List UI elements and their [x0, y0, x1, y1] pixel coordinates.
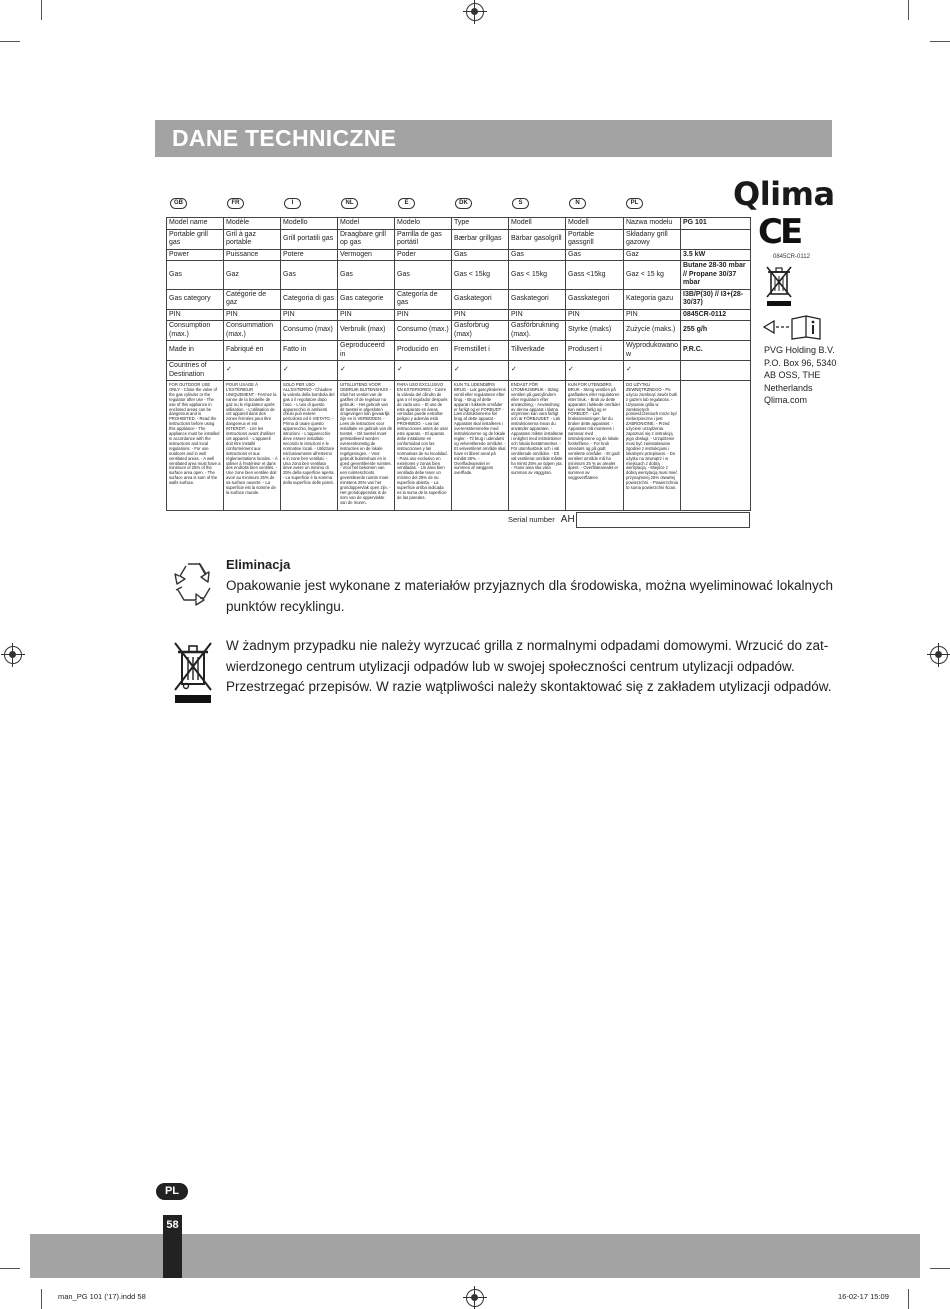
table-cell: ✓ [509, 361, 566, 381]
table-cell: Bärbar gasolgrill [509, 229, 566, 249]
lang-badge: PL [626, 198, 643, 209]
warning-cell: ENDAST FÖR UTOMHUSBRUK - Stäng ventilen på gascylindern eller regulatorn efter användning. - Användning av denna apparat i slutna utrymmen kan vara farligt och är FÖRBJUDET. - Läs instruktionerna innan du använder apparaten. - Apparaten måste installeras i enlighet med instruktioner och lokala bestämmelser. - För utomhusbruk och i väl ventilerade områden. - Ett väl ventilerat område måste ha minst 25% av öppen yta. - Ytans area ska vara summan av väggytan. [509, 381, 566, 511]
table-row [167, 361, 751, 381]
paragraph-line: wierdzonego centrum utylizacji odpadów lub w swojej społeczności centrum utylizacji odpadów. [226, 658, 795, 674]
table-cell: Gas [566, 249, 624, 261]
address-line: Netherlands [764, 382, 813, 393]
ce-code: 0845CR-0112 [773, 254, 810, 260]
table-cell: Gaskategori [509, 289, 566, 309]
manufacturer-address [764, 344, 836, 407]
table-cell: Nazwa modelu [624, 218, 681, 230]
page-title: DANE TECHNICZNE [172, 125, 397, 151]
table-row [167, 249, 751, 261]
paragraph-line: punktów recyklingu. [226, 598, 345, 614]
print-slug-date: 16-02-17 15:09 [838, 1292, 889, 1301]
warning-cell: DO UŻYTKU ZEWNĘTRZNEGO - Po użyciu zamknąć zawór butli z gazem lub regulatora. - Używanie grilla w zamkniętych pomieszczeniach może być niebezpieczne i jest ZABRONIONE. - Przed użyciem urządzenia zapoznać się z instrukcją jego obsługi. - Urządzenie musi być zainstalowane zgodnie z instrukcjami i lokalnymi przepisami. - Do użytku na zewnątrz i w miejscach z dobrą wentylacją. - Miejsce z dobrą wentylacją musi mieć przynajmniej 25% otwartej powierzchni. - Powierzchnia to suma powierzchni ścian. [624, 381, 681, 511]
table-cell: PIN [167, 309, 224, 321]
paragraph-line: Przestrzegać przepisów. W razie wątpliwości należy skontaktować się z zakładem utylizacji odpadów. [226, 679, 832, 694]
address-line: Qlima.com [764, 395, 808, 405]
table-cell: Type [452, 218, 509, 230]
table-cell: Consumo (max) [281, 321, 338, 341]
table-cell: Catégorie de gaz [224, 289, 281, 309]
table-cell: Gasforbrug (max) [452, 321, 509, 341]
table-cell: Modelo [395, 218, 452, 230]
page-number: 58 [166, 1219, 179, 1231]
table-row [167, 229, 751, 249]
table-row-warnings [167, 381, 751, 511]
crop-mark [0, 1268, 20, 1269]
crop-mark [41, 0, 42, 20]
disposal-title: Eliminacja [226, 557, 291, 572]
table-cell: Model [338, 218, 395, 230]
table-cell: Gaz [624, 249, 681, 261]
lang-badge: E [398, 198, 415, 209]
table-cell-value: P.R.C. [681, 341, 751, 361]
table-cell-value [681, 361, 751, 381]
table-cell: Gas [338, 261, 395, 290]
table-cell: Gas [395, 261, 452, 290]
serial-number-label-group [508, 514, 575, 525]
address-line: P.O. Box 96, 5340 [764, 357, 837, 368]
warning-cell: SOLO PER USO ALL'ESTERNO - Chiudere la valvola della bombola del gas o il regolatore dopo l'uso. - L'uso di questo apparecchio in ambienti chiusi può essere pericoloso ed è VIETATO. - Prima di usare questo apparecchio, leggere le istruzioni. - L'apparecchio deve essere installato secondo le istruzioni e le normative locali. - Utilizzare esclusivamente all'esterno e in zone ben ventilati. - Una zona ben ventilata deve avere un minimo di 25% della superficie aperta. - La superficie è la somma della superficie delle pareti. [281, 381, 338, 511]
warning-cell: PARA USO EXCLUSIVO EN EXTERIORES - Cierre la válvula del cilindro de gas o el regulador después de cada uso. - El uso de este aparato en áreas cerradas puede entrañar peligro y además está PROHIBIDO. - Lea las instrucciones antes de usar este aparato. - El aparato debe instalarse en conformidad con las instrucciones y las normativas de su localidad. - Para uso exclusivo en exteriores y zonas bien ventiladas. - Un área bien ventilada debe tener un mínimo del 25% de su superficie abierta. - La superficie arriba indicada es la suma de la superficie de las paredes. [395, 381, 452, 511]
crop-mark [908, 0, 909, 20]
table-cell: ✓ [281, 361, 338, 381]
table-cell: ✓ [338, 361, 395, 381]
table-row [167, 321, 751, 341]
print-slug-file: man_PG 101 ('17).indd 58 [58, 1292, 146, 1301]
table-cell: Bærbar grillgas [452, 229, 509, 249]
table-cell: PIN [624, 309, 681, 321]
registration-mark-icon [466, 1289, 484, 1307]
paragraph-line: W żadnym przypadku nie należy wyrzucać grilla z normalnymi odpadami domowymi. Wrzucić do zat- [226, 638, 829, 653]
table-cell: Fatto in [281, 341, 338, 361]
table-cell: Gas [452, 249, 509, 261]
table-cell: Składany grill gazowy [624, 229, 681, 249]
lang-badge: FR [227, 198, 244, 209]
table-cell: Gas < 15kg [509, 261, 566, 290]
table-cell-value: 255 g/h [681, 321, 751, 341]
table-cell-value: Butane 28-30 mbar // Propane 30/37 mbar [681, 261, 751, 290]
table-cell: Wyprodukowano w [624, 341, 681, 361]
table-cell: Made in [167, 341, 224, 361]
table-cell: PIN [281, 309, 338, 321]
language-row [168, 198, 668, 210]
table-cell-value: 3.5 kW [681, 249, 751, 261]
table-cell: Gaz [224, 261, 281, 290]
crop-mark [0, 41, 20, 42]
brand-logo: Qlima [733, 175, 835, 213]
table-row [167, 289, 751, 309]
table-cell: Produsert i [566, 341, 624, 361]
table-cell: Fabriqué en [224, 341, 281, 361]
language-badge: PL [156, 1183, 188, 1200]
table-cell: Gril à gaz portable [224, 229, 281, 249]
table-cell: Puissance [224, 249, 281, 261]
crop-mark [41, 1289, 42, 1309]
table-row [167, 341, 751, 361]
table-cell: Portable grill gas [167, 229, 224, 249]
ce-mark: CE [758, 212, 801, 252]
table-cell: Gasförbrukning (max). [509, 321, 566, 341]
table-cell: PIN [452, 309, 509, 321]
lang-badge: DK [455, 198, 472, 209]
table-cell: Tillverkade [509, 341, 566, 361]
table-cell-value: I3B/P(30) // I3+(28-30/37) [681, 289, 751, 309]
crop-mark [908, 1289, 909, 1309]
serial-prefix: AH [560, 514, 575, 525]
table-cell: Countries of Destination [167, 361, 224, 381]
table-row [167, 261, 751, 290]
table-cell: Categoría de gas [395, 289, 452, 309]
warning-cell: POUR USAGE À L'EXTÉRIEUR UNIQUEMENT - Fermez la vanne de la bouteille de gaz ou le régulateur après utilisation. - L'utilisation de cet appareil dans des zones fermées peut être dangereux et est INTERDIT. - Lire les instructions avant d'utiliser cet appareil. - L'appareil doit être installé conformément aux instructions et aux réglementations locales. - À utiliser à l'extérieur et dans des endroits bien ventilés. - Une zone bien ventilée doit avoir au minimum 25% de sa surface ouverte. - La superficie est la somme de la surface murale. [224, 381, 281, 511]
table-cell: PIN [566, 309, 624, 321]
table-cell: ✓ [566, 361, 624, 381]
table-cell: Gas [281, 261, 338, 290]
table-cell: Gasskategori [566, 289, 624, 309]
table-cell: Gass <15kg [566, 261, 624, 290]
weee-paragraph [226, 636, 836, 698]
registration-mark-icon [930, 646, 948, 664]
lang-badge: N [569, 198, 586, 209]
table-cell: Consumo (max.) [395, 321, 452, 341]
address-line: PVG Holding B.V. [764, 345, 835, 355]
table-row [167, 309, 751, 321]
table-cell: ✓ [624, 361, 681, 381]
table-cell: Gaskategori [452, 289, 509, 309]
warning-cell: UITSLUITEND VOOR GEBRUIK BUITENSHUIS - Sluit het ventiel van de gasfles of de regelaar na gebruik. - Het gebruik van dit toestel in afgesloten omgevingen kan gevaarlijk zijn en is VERBODEN. - Lees de instructies voor installatie en gebruik van dit toestel. - Dit toestel moet geïnstalleerd worden overeenkomstig de instructies en de lokale regelgevingen. - Voor gebruik buitenshuis en in goed geventileerde ruimtes. - Voor het bekomen van een ruimteschoots geventileerde ruimte moet minstens 25% van het grondoppervlak open zijn. - Het grondoppervlak is de som van de oppervlakte van de muren. [338, 381, 395, 511]
table-cell: Consummation (max.) [224, 321, 281, 341]
table-cell: Draagbare grill op gas [338, 229, 395, 249]
packaging-paragraph [226, 576, 836, 617]
table-cell: Consumption (max.) [167, 321, 224, 341]
table-cell-empty [681, 381, 751, 511]
page-number-tab [163, 1215, 182, 1278]
table-cell: PIN [395, 309, 452, 321]
table-cell: Gas categorie [338, 289, 395, 309]
table-cell: Power [167, 249, 224, 261]
table-cell: Styrke (maks) [566, 321, 624, 341]
table-cell: Poder [395, 249, 452, 261]
table-cell: PIN [509, 309, 566, 321]
table-cell: Kategoria gazu [624, 289, 681, 309]
table-cell-value: 0845CR-0112 [681, 309, 751, 321]
table-cell: Modello [281, 218, 338, 230]
lang-badge: S [512, 198, 529, 209]
crop-mark [930, 1268, 950, 1269]
serial-number-field[interactable] [576, 512, 750, 528]
table-row [167, 218, 751, 230]
table-cell: Gaz < 15 kg [624, 261, 681, 290]
table-cell-value: PG 101 [681, 218, 751, 230]
table-cell: Modell [509, 218, 566, 230]
table-cell: Model name [167, 218, 224, 230]
warning-cell: KUN TIL UDENDØRS BRUG - Luk gascylinderens ventil eller regulatoren efter brug. - Brug af dette apparat i lukkede områder er farligt og er FORBUDT - Læs instruktionerne før brug af dette apparat - Apparatet skal installeres i overensstemmelse med instruktionerne og de lokale regler. - Til brug i udendørs og velventilerede områder. - Et velventileret område skal have et åbent areal på mindst 25%. - Overfladearealet er summen af væggens overflade. [452, 381, 509, 511]
table-cell: Producido en [395, 341, 452, 361]
table-cell: Modèle [224, 218, 281, 230]
table-cell: Gas < 15kg [452, 261, 509, 290]
weee-bin-icon [764, 264, 794, 308]
serial-number-label: Serial number [508, 515, 555, 524]
technical-data-table [166, 217, 751, 511]
lang-badge: GB [170, 198, 187, 209]
table-cell: ✓ [224, 361, 281, 381]
table-cell: PIN [224, 309, 281, 321]
lang-badge: I [284, 198, 301, 209]
recycle-icon [172, 560, 216, 606]
registration-mark-icon [4, 646, 22, 664]
table-cell: Modell [566, 218, 624, 230]
table-cell: Parrilla de gas portátil [395, 229, 452, 249]
table-cell: Fremstillet i [452, 341, 509, 361]
table-cell: Gas [167, 261, 224, 290]
table-cell: Grill portatili gas [281, 229, 338, 249]
crop-mark [930, 41, 950, 42]
table-cell: Gas category [167, 289, 224, 309]
table-cell: Portable gassgrill [566, 229, 624, 249]
read-manual-icon [762, 314, 824, 340]
weee-bin-icon [173, 640, 213, 704]
table-cell: Categoria di gas [281, 289, 338, 309]
table-cell: Verbruik (max) [338, 321, 395, 341]
table-cell: ✓ [452, 361, 509, 381]
table-cell: Zużycie (maks.) [624, 321, 681, 341]
registration-mark-icon [466, 3, 484, 21]
table-cell: Geproduceerd in [338, 341, 395, 361]
table-cell: Potere [281, 249, 338, 261]
table-cell: ✓ [395, 361, 452, 381]
section-header [155, 120, 832, 157]
table-cell: Vermogen [338, 249, 395, 261]
table-cell: Gas [509, 249, 566, 261]
warning-cell: KUN FOR UTENDØRS BRUK - Steng ventilen på gasflasken eller regulatoren etter bruk. - Bruk av dette apparatet i lukkede områder kan være farlig og er FORBUDT. - Les bruksanvisningen før du bruker dette apparatet. - Apparatet må monteres i samsvar med instruksjonene og de lokale forskriftene. - For bruk utendørs og på godt ventilerte områder. - Et godt ventilert område må ha minimum 25 % av arealet åpent. - Overflatearealet er summen av veggoverflatene. [566, 381, 624, 511]
paragraph-line: Opakowanie jest wykonane z materiałów przyjaznych dla środowiska, można wyeliminować lokalnych [226, 578, 834, 593]
warning-cell: FOR OUTDOOR USE ONLY - Close the valve of the gas cylinder or the regulator after use - The use of this appliance in enclosed areas can be dangerous and is PROHIBITED. - Read the instructions before using this appliance - The appliance must be installed in accordance with the instructions and local regulations. - For use outdoors and in well ventilated areas. - A well ventilated area must have a minimum of 25% of the surface area open. - The surface area is sum of the walls surface. [167, 381, 224, 511]
table-cell: PIN [338, 309, 395, 321]
address-line: AB OSS, THE [764, 370, 821, 380]
table-cell-value [681, 229, 751, 249]
lang-badge: NL [341, 198, 358, 209]
